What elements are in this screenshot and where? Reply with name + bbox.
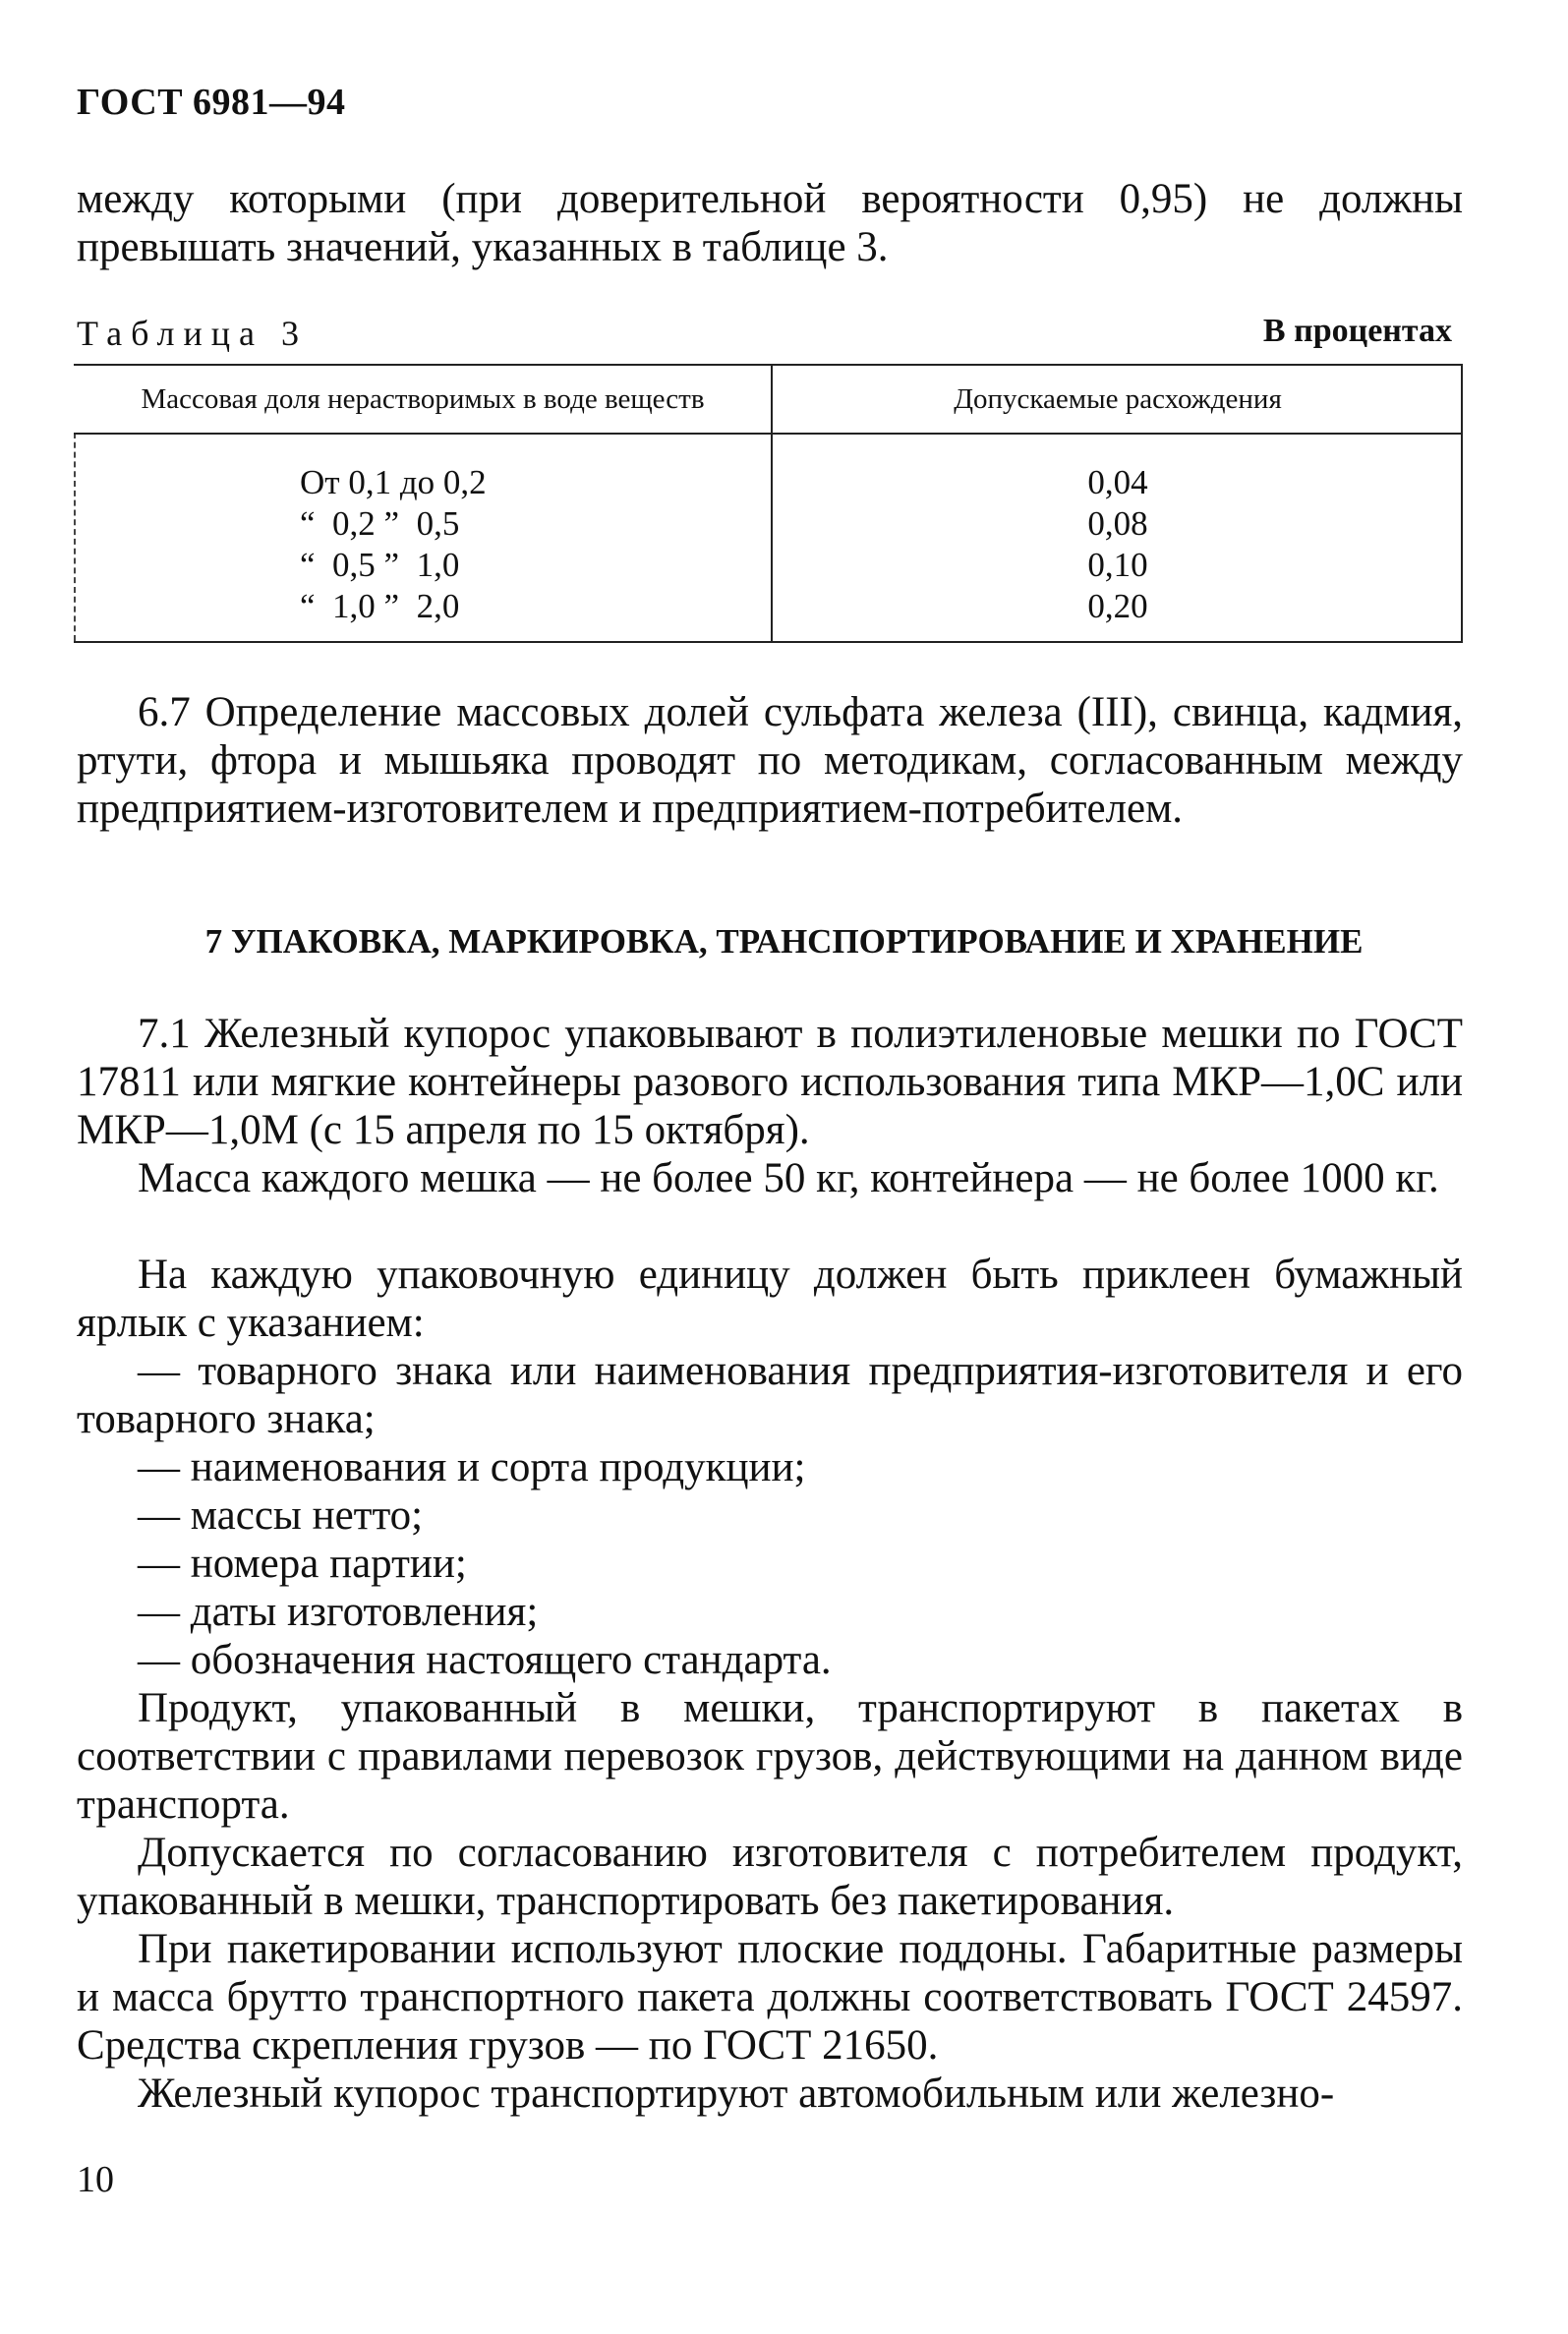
table-units: В процентах <box>1262 313 1452 349</box>
paragraph-6-7: 6.7 Определение массовых долей сульфата железа (III), свинца, кадмия, ртути, фтора и мышьяка проводят по методикам, согласованным между предприятием-изготовителем и предприятием-потребителем. <box>77 689 1463 832</box>
table-cell: “ 1,0 ” 2,0 <box>300 587 460 625</box>
paragraph-label: На каждую упаковочную единицу должен быть приклеен бумажный ярлык с указанием: <box>77 1252 1463 1346</box>
table-header-deviation: Допускаемые расхождения <box>954 383 1282 415</box>
list-item: — товарного знака или наименования предприятия-изготовителя и его товарного знака; <box>77 1348 1463 1442</box>
table-cell: “ 0,5 ” 1,0 <box>300 546 460 584</box>
section-7-title: 7 УПАКОВКА, МАРКИРОВКА, ТРАНСПОРТИРОВАНИЕ И ХРАНЕНИЕ <box>204 922 1364 961</box>
paragraph-last: Железный купорос транспортируют автомобильным или железно- <box>138 2071 1335 2117</box>
table-3 <box>74 364 1463 644</box>
table-cell: “ 0,2 ” 0,5 <box>300 504 460 543</box>
page-number: 10 <box>77 2159 114 2200</box>
table-caption: Таблица 3 <box>77 314 308 353</box>
list-item: — массы нетто; <box>138 1492 424 1539</box>
table-cell: 0,10 <box>1087 546 1148 584</box>
paragraph-allowed: Допускается по согласованию изготовителя с потребителем продукт, упакованный в мешки, транспортировать без пакетирования. <box>77 1830 1463 1924</box>
list-item: — наименования и сорта продукции; <box>138 1444 806 1490</box>
table-column-fraction <box>300 462 487 627</box>
paragraph-transport: Продукт, упакованный в мешки, транспортируют в пакетах в соответствии с правилами перевозок грузов, действующими на данном виде транспорта. <box>77 1685 1463 1828</box>
table-cell: 0,04 <box>1087 463 1148 501</box>
list-item: — даты изготовления; <box>138 1589 539 1635</box>
table-cell: 0,08 <box>1087 504 1148 543</box>
paragraph-7-1: 7.1 Железный купорос упаковывают в полиэтиленовые мешки по ГОСТ 17811 или мягкие контейнеры разового использования типа МКР—1,0С или МКР—1,0М (с 15 апреля по 15 октября). <box>77 1011 1463 1153</box>
table-cell: От 0,1 до 0,2 <box>300 463 487 501</box>
list-item: — обозначения настоящего стандарта. <box>138 1637 832 1683</box>
table-cell: 0,20 <box>1087 587 1148 625</box>
list-item: — номера партии; <box>138 1541 467 1587</box>
table-column-deviation <box>774 462 1462 627</box>
intro-paragraph: между которыми (при доверительной вероятности 0,95) не должны превышать значений, указанных в таблице 3. <box>77 176 1463 270</box>
paragraph-mass: Масса каждого мешка — не более 50 кг, контейнера — не более 1000 кг. <box>138 1155 1439 1201</box>
table-header-fraction: Массовая доля нерастворимых в воде веществ <box>141 383 705 415</box>
paragraph-pallet: При пакетировании используют плоские поддоны. Габаритные размеры и масса брутто транспортного пакета должны соответствовать ГОСТ 24597. Средства скрепления грузов — по ГОСТ 21650. <box>77 1926 1463 2069</box>
document-header: ГОСТ 6981—94 <box>77 82 346 123</box>
label-list <box>77 1347 1463 1684</box>
